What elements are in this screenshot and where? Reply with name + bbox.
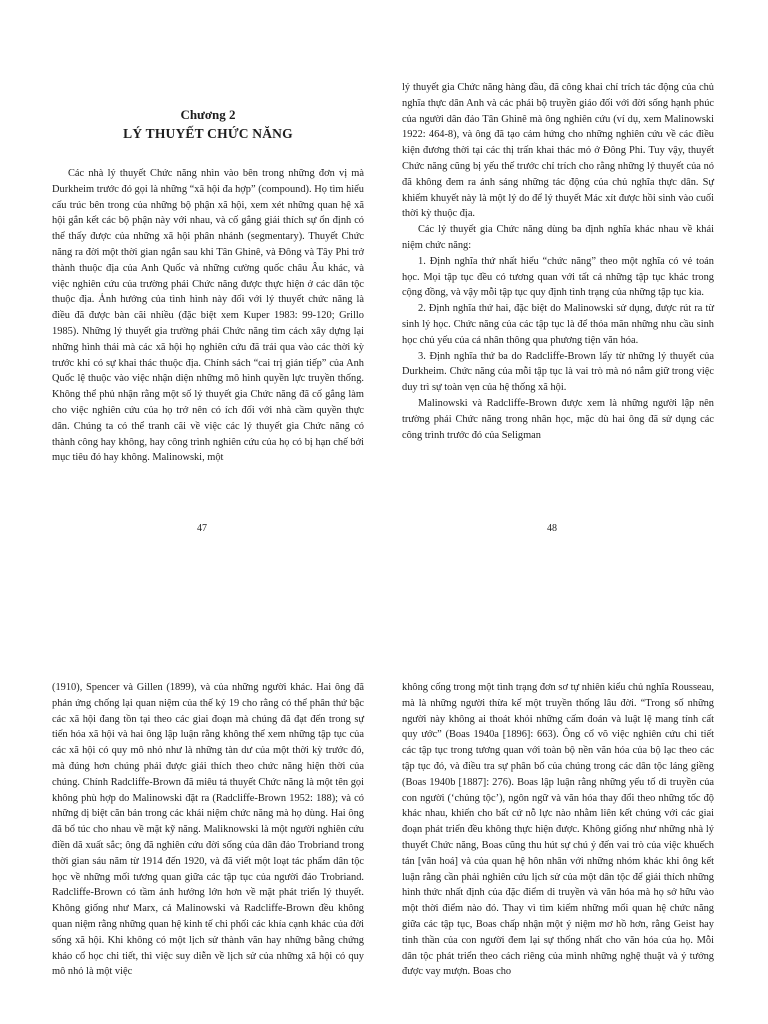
page-49-body xyxy=(52,680,364,980)
chapter-title: LÝ THUYẾT CHỨC NĂNG xyxy=(123,126,293,141)
paragraph: Các nhà lý thuyết Chức năng nhìn vào bên trong những đơn vị mà Durkheim trước đó gọi là những “xã hội đa hợp” (compound). Họ tìm hiểu cấu trúc bên trong của những bộ phận xã hội, xem xét những quan hệ xã hội gắn kết các bộ phận này với nhau, và cố gắng giải thích sự ổn định có thể thấy được của những xã hội phân nhánh (segmentary). Thuyết Chức năng ra đời một thời gian ngắn sau khi Tân Ghinê, và Đông và Tây Phi trở thành thuộc địa của Anh Quốc và những cường quốc châu Âu khác, và việc nghiên cứu của trường phái Chức năng được thực hiện ở các dân tộc thuộc địa. Ảnh hưởng của tình hình này đối với lý thuyết chức năng là điều đã được bàn cãi nhiều (đặc biệt xem Kuper 1983: 99-120; Grillo 1985). Những lý thuyết gia trường phái Chức năng tìm cách xây dựng lại những hình thái mà các xã hội họ nghiên cứu đã trải qua vào các thời kỳ trước khi có sự khai thác thuộc địa. Chính sách “cai trị gián tiếp” của Anh Quốc lệ thuộc vào việc nhận diện những mô hình quyền lực truyền thống. Không thể phủ nhận rằng một số lý thuyết gia Chức năng đã cố gắng làm cho việc nghiên cứu của họ trở nên có ích đối với nhà cầm quyền thực dân. Chúng ta có thể tranh cãi về việc các lý thuyết gia Chức năng có thành công hay không, hay công trình nghiên cứu của họ có bị hạn chế bởi mục tiêu đó hay không. Malinowski, một xyxy=(52,168,364,464)
paragraph-continued: lý thuyết gia Chức năng hàng đầu, đã công khai chỉ trích tác động của chủ nghĩa thực dân Anh và các phái bộ truyền giáo đối với đời sống hạnh phúc của người dân đảo Tân Ghinê mà ông nghiên cứu (ví dụ, xem Malinowski 1922: 464-8), và ông đã tạo cảm hứng cho những nghiên cứu về các điều kiện đương thời tại các thị trấn khai thác mỏ ở Đông Phi. Tuy vậy, thuyết Chức năng cũng bị yếu thế trước chỉ trích cho rằng những lý thuyết của nó đã không đem ra ánh sáng những tác động của chủ nghĩa thực dân. Sự khiếm khuyết này là một lý do để lý thuyết Mác xít được hồi sinh vào cuối thời kỳ thuộc địa. xyxy=(402,82,714,220)
definition-2: 2. Định nghĩa thứ hai, đặc biệt do Malinowski sử dụng, được rút ra từ sinh lý học. Chức năng của các tập tục là để thỏa mãn những nhu cầu sinh học chủ yếu của cá nhân thông qua phương tiện văn hóa. xyxy=(402,303,714,346)
paragraph: Các lý thuyết gia Chức năng dùng ba định nghĩa khác nhau về khái niệm chức năng: xyxy=(402,224,714,251)
paragraph-continued: (1910), Spencer và Gillen (1899), và của những người khác. Hai ông đã phản ứng chống lại quan niệm của thế kỷ 19 cho rằng có thể phân thứ bậc các xã hội đang tồn tại theo các giai đoạn mà chúng đã đạt đến trong sự tiến hóa xã hội và hai ông lập luận rằng không thể xem những tập tục của các xã hội có quy mô nhỏ như là những tàn dư của một thời kỳ trước đó, mà đúng hơn chúng phải được giải thích theo chức năng hiện thời của chúng. Chính Radcliffe-Brown đã miêu tả thuyết Chức năng là một tên gọi không phù hợp do Malinowski đặt ra (Radcliffe-Brown 1952: 188); và có những dị biệt căn bản trong các khái niệm chức năng mà họ dùng. Hai ông đã bổ túc cho nhau về mặt kỹ năng. Maliknowski là một người nghiên cứu điền dã xuất sắc; ông đã nghiên cứu đời sống của dân đảo Trobriand trong thời gian sáu năm từ 1914 đến 1920, và đã viết một loạt tác phẩm dân tộc học về những mối tương quan giữa các tập tục của người đảo Trobriand. Radcliffe-Brown có tầm ảnh hưởng lớn hơn về mặt phát triển lý thuyết. Không giống như Marx, cả Malinowski và Radcliffe-Brown đều không quan niệm rằng những quan hệ kinh tế chi phối các khía cạnh khác của đời sống xã hội. Khi không có một lịch sử thành văn hay những bằng chứng khảo cổ học chi tiết, thì việc suy diễn về lịch sử của những xã hội có quy mô nhỏ là một việc xyxy=(52,682,364,978)
page-47-body xyxy=(52,166,364,466)
chapter-number: Chương 2 xyxy=(180,107,236,122)
paragraph-continued: không cống trong một tình trạng đơn sơ tự nhiên kiểu chủ nghĩa Rousseau, mà là những người thừa kế một truyền thống lâu đời. “Trong số những người này không ai thoát khỏi những cấm đoán và luật lệ mang tính cất quy ước” (Boas 1940a [1896]: 663). Ông cổ võ việc nghiên cứu chi tiết các tập tục trong tương quan với toàn bộ nền văn hóa của bộ lạc theo các tập tục đó, và điều tra sự phân bố của chúng trong các dân tộc láng giềng (Boas 1940b [1887]: 276). Boas lập luận rằng những yếu tố di truyền của con người (‘chủng tộc’), ngôn ngữ và văn hóa thay đổi theo những tốc độ khác nhau, khiến cho bất cứ nỗ lực nào nhằm liên kết chúng với các giai đoạn phát triển đều không thực hiện được. Không giống như những nhà lý thuyết Chức năng, Boas cũng thu hút sự chú ý đến vai trò của việc khuếch tán [văn hoá] và của quan hệ hôn nhân với những nhóm khác khi ông kết luận rằng cần phải nghiên cứu lịch sử của một dân tộc để giải thích những hình thức nhất định của đặc điểm di truyền và văn hóa mà họ sở hữu vào một thời điểm nào đó. Thay vì tìm kiếm những mối quan hệ chức năng giữa các tập tục, Boas chấp nhận một ý niệm mơ hồ hơn, rằng Geist hay tinh thần của con người đem lại sự thống nhất cho văn hóa của họ. Mỗi dân tộc phát triển theo cách riêng của mình những nghệ thuật và ý tưởng được vay mượn. Boas cho xyxy=(402,682,714,978)
page-50-body xyxy=(402,680,714,980)
page-number-left: 47 xyxy=(197,523,207,534)
page-number-right: 48 xyxy=(547,523,557,534)
page-48-body xyxy=(402,80,714,443)
paragraph: Malinowski và Radcliffe-Brown được xem là những người lập nên trường phái Chức năng trong nhân học, mặc dù hai ông đã sử dụng các công trình trước đó của Seligman xyxy=(402,397,714,441)
definition-3: 3. Định nghĩa thứ ba do Radcliffe-Brown lấy từ những lý thuyết của Durkheim. Chức năng của mỗi tập tục là vai trò mà nó nắm giữ trong việc duy trì sự toàn vẹn của hệ thống xã hội. xyxy=(402,350,714,394)
definition-1: 1. Định nghĩa thứ nhất hiểu “chức năng” theo một nghĩa có vẻ toán học. Mọi tập tục đều có tương quan với tất cả những tập tục khác trong cộng đồng, và vậy mỗi tập tục quy định tình trạng của những tập tục kia. xyxy=(402,255,714,299)
